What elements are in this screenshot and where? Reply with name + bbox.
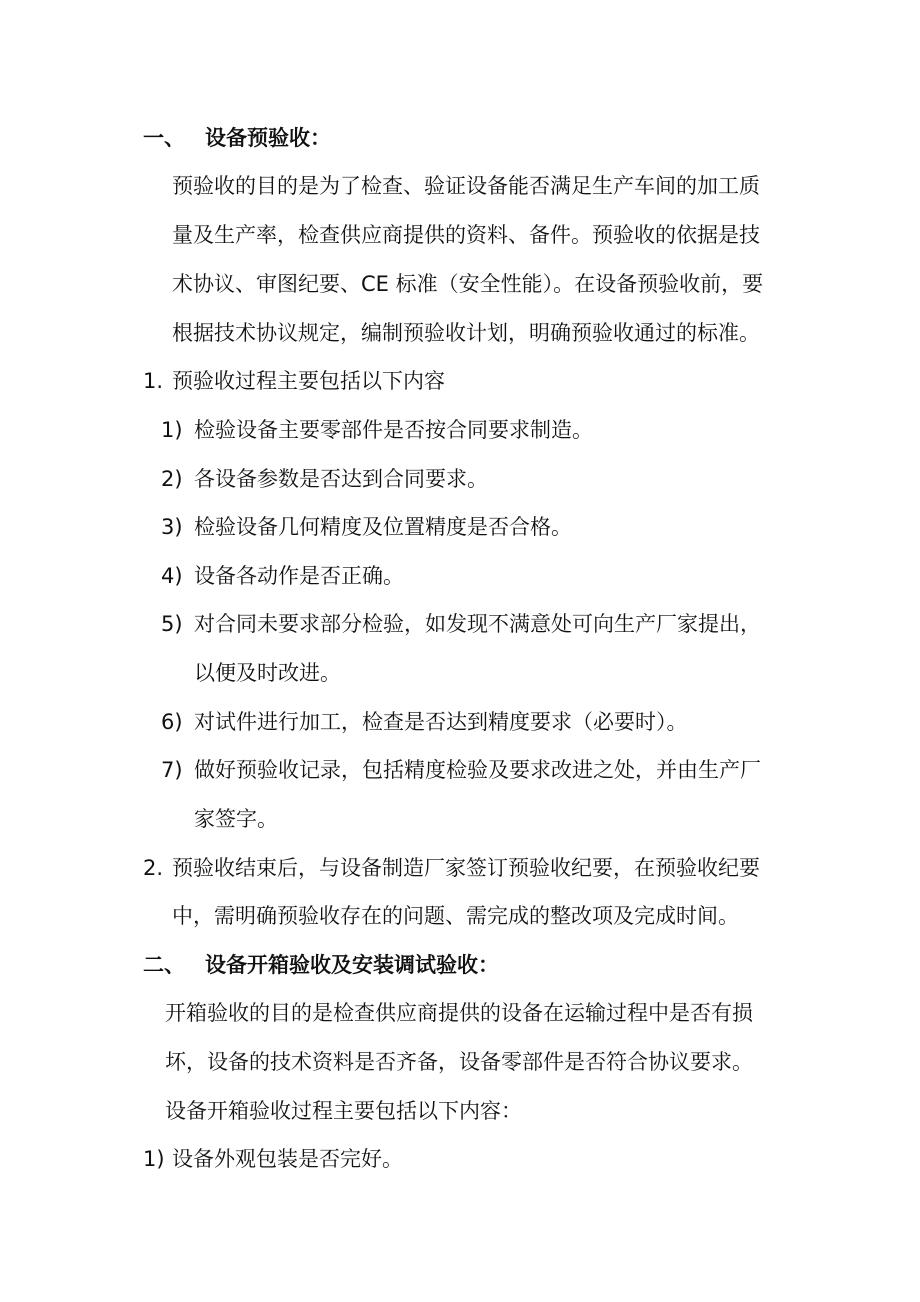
subitem-7-text: 做好预验收记录，包括精度检验及要求改进之处，并由生产厂 bbox=[194, 758, 761, 782]
section-1-heading bbox=[143, 124, 403, 152]
section-1-title: 设备预验收： bbox=[205, 126, 331, 150]
subitem-6-text: 对试件进行加工，检查是否达到精度要求（必要时）。 bbox=[194, 710, 688, 734]
list-item-1-number: 1. bbox=[143, 369, 164, 393]
subitem-7-number: 7) bbox=[161, 758, 183, 782]
subitem-6 bbox=[161, 708, 811, 736]
subitem-6-number: 6) bbox=[161, 710, 183, 734]
section-1-intro-line-2: 量及生产率，检查供应商提供的资料、备件。预验收的依据是技 bbox=[172, 223, 760, 247]
section-2-item-1-number: 1) bbox=[143, 1147, 165, 1171]
subitem-3-number: 3) bbox=[161, 515, 183, 539]
section-2-heading bbox=[143, 951, 563, 979]
subitem-5-continuation: 以便及时改进。 bbox=[194, 661, 341, 685]
list-item-1 bbox=[143, 367, 743, 395]
subitem-5-number: 5) bbox=[161, 612, 183, 636]
section-2-number: 二、 bbox=[143, 953, 185, 977]
subitem-1-text: 检验设备主要零部件是否按合同要求制造。 bbox=[194, 418, 593, 442]
section-1-intro-line-1: 预验收的目的是为了检查、验证设备能否满足生产车间的加工质 bbox=[172, 174, 760, 198]
subitem-1-number: 1) bbox=[161, 418, 183, 442]
subitem-3 bbox=[161, 513, 811, 541]
section-2-intro-line-3: 设备开箱验收过程主要包括以下内容： bbox=[165, 1099, 522, 1123]
section-2-intro-line-1: 开箱验收的目的是检查供应商提供的设备在运输过程中是否有损 bbox=[165, 1001, 753, 1025]
subitem-7 bbox=[161, 756, 811, 784]
subitem-5-text: 对合同未要求部分检验，如发现不满意处可向生产厂家提出， bbox=[194, 612, 761, 636]
list-item-2 bbox=[143, 854, 823, 882]
section-1-intro-line-4: 根据技术协议规定，编制预验收计划，明确预验收通过的标准。 bbox=[172, 321, 760, 345]
section-1-intro-line-3: 术协议、审图纪要、CE 标准（安全性能）。在设备预验收前，要 bbox=[172, 272, 764, 296]
section-2-item-1-text: 设备外观包装是否完好。 bbox=[172, 1147, 403, 1171]
section-2-intro-line-2: 坏，设备的技术资料是否齐备，设备零部件是否符合协议要求。 bbox=[165, 1050, 753, 1074]
subitem-2-number: 2) bbox=[161, 467, 183, 491]
list-item-2-continuation: 中，需明确预验收存在的问题、需完成的整改项及完成时间。 bbox=[172, 904, 739, 928]
subitem-4 bbox=[161, 562, 811, 590]
section-2-item-1 bbox=[143, 1145, 543, 1173]
subitem-4-text: 设备各动作是否正确。 bbox=[194, 564, 404, 588]
list-item-1-text: 预验收过程主要包括以下内容 bbox=[172, 369, 445, 393]
subitem-2 bbox=[161, 465, 811, 493]
section-2-title: 设备开箱验收及安装调试验收： bbox=[205, 953, 499, 977]
subitem-2-text: 各设备参数是否达到合同要求。 bbox=[194, 467, 488, 491]
list-item-2-text: 预验收结束后，与设备制造厂家签订预验收纪要，在预验收纪要 bbox=[172, 856, 760, 880]
subitem-3-text: 检验设备几何精度及位置精度是否合格。 bbox=[194, 515, 572, 539]
subitem-7-continuation: 家签字。 bbox=[194, 807, 278, 831]
subitem-4-number: 4) bbox=[161, 564, 183, 588]
list-item-2-number: 2. bbox=[143, 856, 164, 880]
section-1-number: 一、 bbox=[143, 126, 185, 150]
subitem-1 bbox=[161, 416, 811, 444]
subitem-5 bbox=[161, 610, 811, 638]
